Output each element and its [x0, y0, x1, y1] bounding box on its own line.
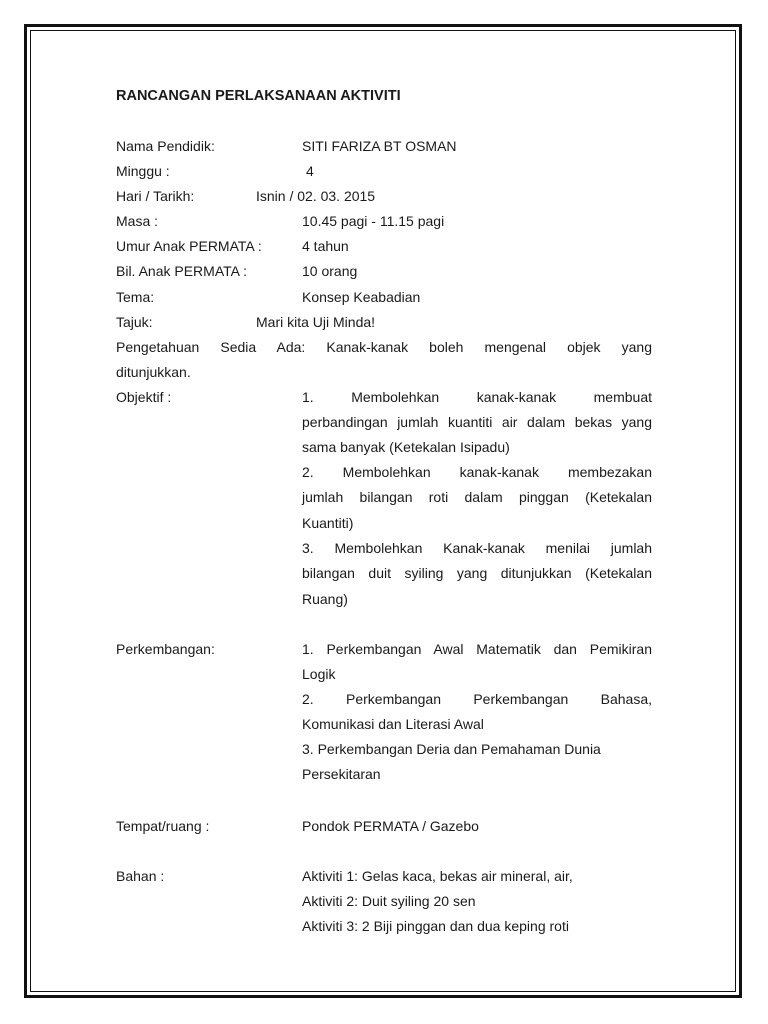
pengetahuan-line-2: ditunjukkan.: [116, 364, 191, 380]
perkembangan-line: Komunikasi dan Literasi Awal: [302, 716, 484, 732]
perkembangan-line: Logik: [302, 666, 336, 682]
objektif-line: sama banyak (Ketekalan Isipadu): [302, 439, 510, 455]
tajuk-label: Tajuk:: [116, 314, 153, 330]
masa-value: 10.45 pagi - 11.15 pagi: [302, 213, 445, 229]
objektif-line: 1. Membolehkan kanak-kanak membuat: [302, 389, 652, 405]
perkembangan-line: 1. Perkembangan Awal Matematik dan Pemikiran: [302, 641, 652, 657]
tema-value: Konsep Keabadian: [302, 289, 421, 305]
minggu-value: 4: [306, 163, 314, 179]
objektif-line: Kuantiti): [302, 515, 354, 531]
tempat-value: Pondok PERMATA / Gazebo: [302, 818, 479, 834]
perkembangan-line: 3. Perkembangan Deria dan Pemahaman Dunia: [302, 741, 601, 757]
objektif-label: Objektif :: [116, 389, 172, 405]
bahan-line: Aktiviti 2: Duit syiling 20 sen: [302, 893, 476, 909]
objektif-line: bilangan duit syiling yang ditunjukkan (Ketekalan: [302, 565, 652, 581]
minggu-label: Minggu :: [116, 163, 170, 179]
umur-label: Umur Anak PERMATA :: [116, 238, 262, 254]
umur-value: 4 tahun: [302, 238, 349, 254]
nama-label: Nama Pendidik:: [116, 138, 215, 154]
bahan-line: Aktiviti 1: Gelas kaca, bekas air mineral, air,: [302, 868, 573, 884]
perkembangan-line: Persekitaran: [302, 766, 381, 782]
bahan-line: Aktiviti 3: 2 Biji pinggan dan dua keping roti: [302, 918, 569, 934]
objektif-line: Ruang): [302, 591, 348, 607]
hari-value: Isnin / 02. 03. 2015: [256, 188, 376, 204]
perkembangan-label: Perkembangan:: [116, 641, 215, 657]
objektif-line: jumlah bilangan roti dalam pinggan (Ketekalan: [302, 489, 652, 505]
bil-value: 10 orang: [302, 263, 358, 279]
objektif-line: 2. Membolehkan kanak-kanak membezakan: [302, 464, 652, 480]
hari-label: Hari / Tarikh:: [116, 188, 195, 204]
nama-value: SITI FARIZA BT OSMAN: [302, 138, 457, 154]
perkembangan-line: 2. Perkembangan Perkembangan Bahasa,: [302, 691, 652, 707]
bahan-label: Bahan :: [116, 868, 165, 884]
tempat-label: Tempat/ruang :: [116, 818, 210, 834]
masa-label: Masa :: [116, 213, 159, 229]
tajuk-value: Mari kita Uji Minda!: [256, 314, 376, 330]
objektif-line: perbandingan jumlah kuantiti air dalam bekas yang: [302, 414, 652, 430]
pengetahuan-line-1: Pengetahuan Sedia Ada: Kanak-kanak boleh mengenal objek yang: [116, 339, 652, 355]
bil-label: Bil. Anak PERMATA :: [116, 263, 247, 279]
objektif-line: 3. Membolehkan Kanak-kanak menilai jumlah: [302, 540, 652, 556]
tema-label: Tema:: [116, 289, 155, 305]
document-title: RANCANGAN PERLAKSANAAN AKTIVITI: [116, 88, 401, 104]
